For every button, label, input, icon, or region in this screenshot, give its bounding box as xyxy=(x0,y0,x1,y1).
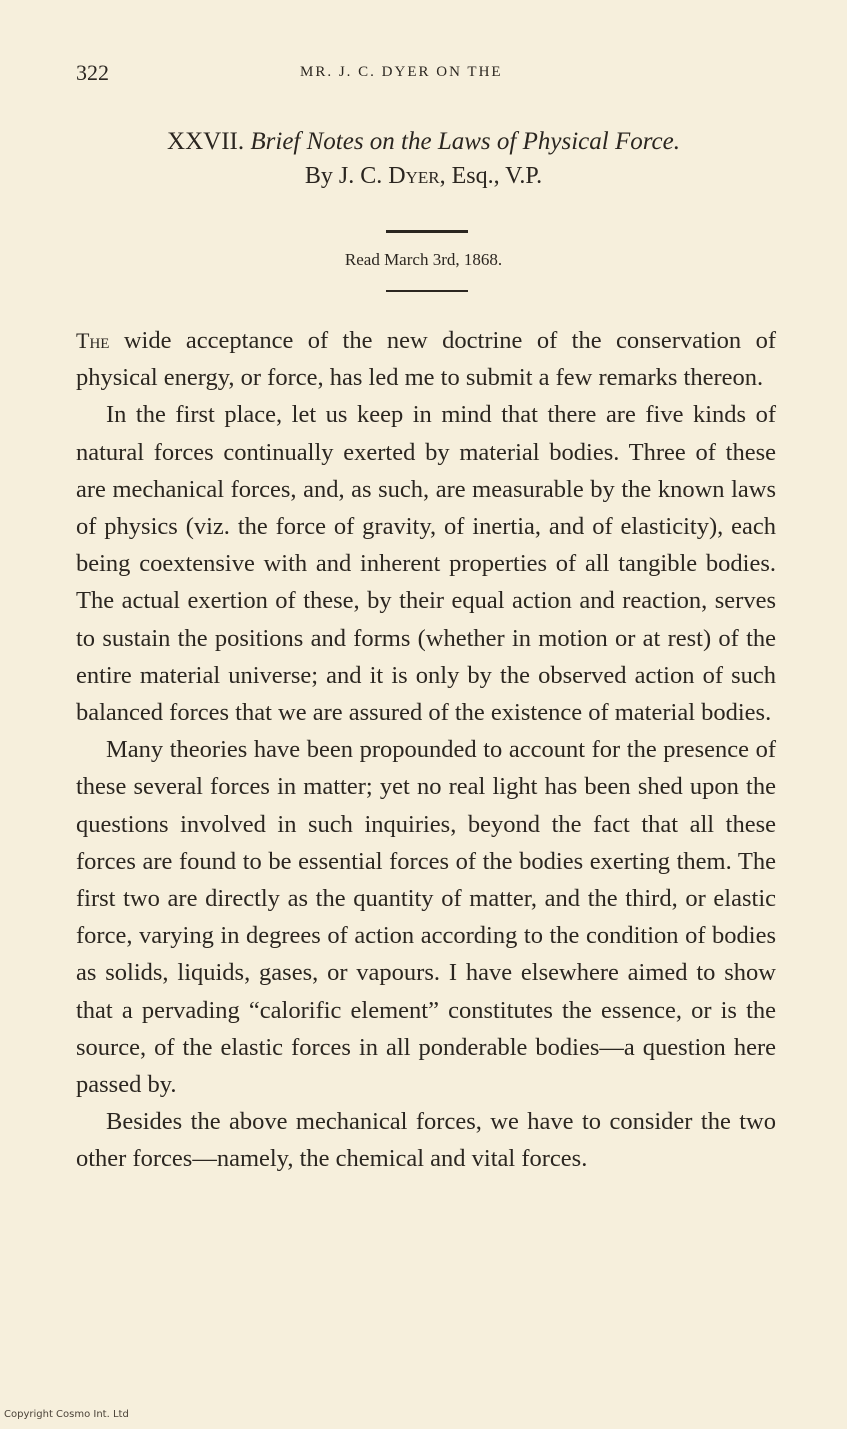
article-title-text: Brief Notes on the Laws of Physical Force. xyxy=(250,128,680,155)
paragraph-text: wide acceptance of the new doctrine of the conservation of physical energy, or force, has led me to submit a few remarks thereon. xyxy=(76,327,776,392)
lead-word: The xyxy=(76,328,110,353)
date-rule xyxy=(386,290,468,292)
title-rule xyxy=(386,230,468,233)
running-head xyxy=(76,60,776,90)
author-line xyxy=(0,159,847,193)
article-title-block xyxy=(0,125,847,193)
paragraph: Many theories have been propounded to account for the presence of these several forces in matter; yet no real light has been shed upon the questions involved in such inquiries, beyond the fact that all these forces are found to be essential forces of the bodies exerting them. The first two are directly as the quantity of matter, and the third, or elastic force, varying in degrees of action according to the condition of bodies as solids, liquids, gases, or vapours. I have elsewhere aimed to show that a pervading “calorific element” constitutes the essence, or is the source, of the elastic forces in all ponderable bodies—a question here passed by. xyxy=(76,736,776,1099)
article-title xyxy=(0,125,847,159)
author-surname: Dyer xyxy=(388,163,440,189)
read-date: Read March 3rd, 1868. xyxy=(344,250,503,269)
copyright-watermark: Copyright Cosmo Int. Ltd xyxy=(4,1409,129,1420)
paragraph xyxy=(76,322,776,396)
running-title: MR. J. C. DYER ON THE xyxy=(300,64,503,80)
paragraph: In the first place, let us keep in mind that there are five kinds of natural forces continually exerted by material bodies. Three of these are mechanical forces, and, as such, are measurable by the known laws of physics (viz. the force of gravity, of inertia, and of elasticity), each being coextensive with and inherent properties of all tangible bodies. The actual exertion of these, by their equal action and reaction, serves to sustain the positions and forms (whether in motion or at rest) of the entire material universe; and it is only by the observed action of such balanced forces that we are assured of the existence of material bodies. xyxy=(76,401,776,727)
article-body xyxy=(76,322,776,1178)
page-number: 322 xyxy=(76,60,109,85)
author-suffix: , Esq., V.P. xyxy=(439,163,543,189)
author-prefix: By J. C. xyxy=(304,163,383,189)
article-number: XXVII. xyxy=(167,128,245,155)
paragraph: Besides the above mechanical forces, we have to consider the two other forces—namely, the chemical and vital forces. xyxy=(76,1108,776,1173)
